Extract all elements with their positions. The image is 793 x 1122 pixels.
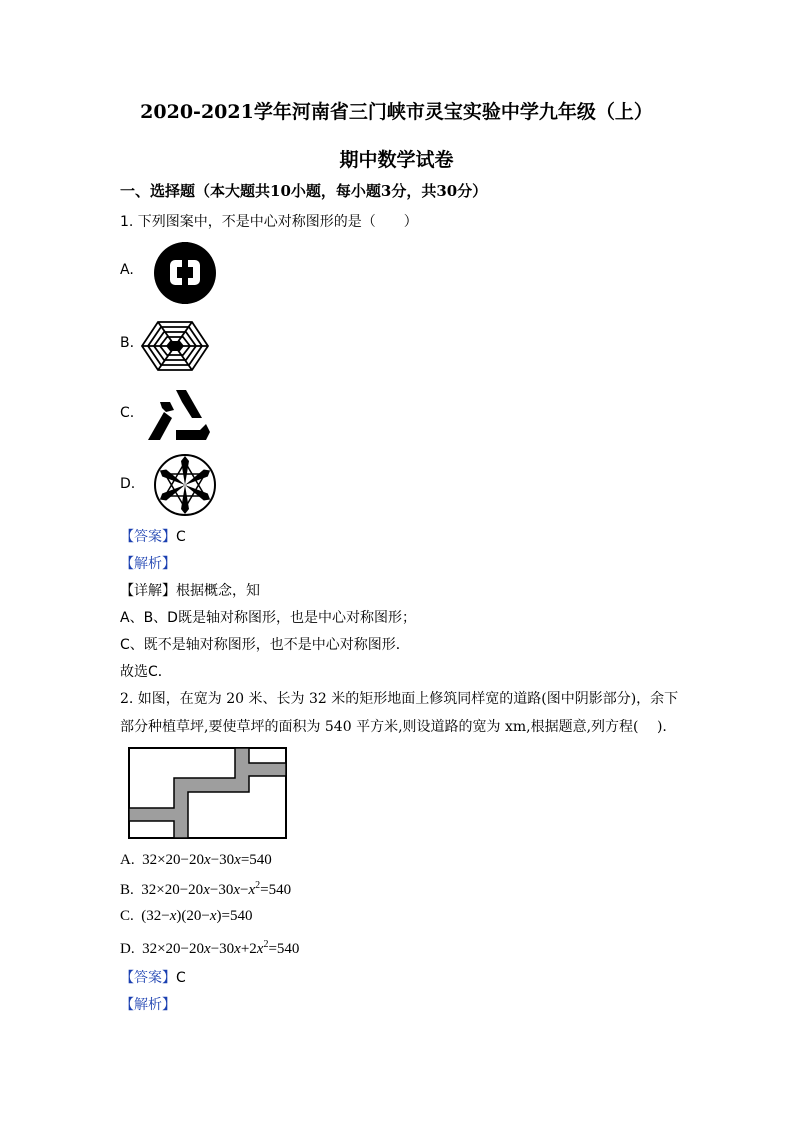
answer-tag: 【答案】 xyxy=(120,529,176,545)
q2-option-b xyxy=(120,880,291,899)
math-part: 32×20−20 xyxy=(141,882,204,898)
math-var: x xyxy=(169,908,177,924)
recycle-triangle-icon xyxy=(146,388,212,444)
page-subtitle: 期中数学试卷 xyxy=(339,149,454,171)
q1-option-b-label: B. xyxy=(120,335,135,351)
math-var: x xyxy=(248,882,256,898)
q1-detail-line-2: C、既不是轴对称图形，也不是中心对称图形． xyxy=(120,637,410,653)
option-label: D. xyxy=(120,941,135,957)
q1-option-a-label: A. xyxy=(120,262,134,278)
q1-detail xyxy=(120,580,260,600)
math-part: (32− xyxy=(141,908,170,924)
math-var: x xyxy=(234,852,241,868)
question-1-stem: 1. 下列图案中，不是中心对称图形的是（ ） xyxy=(120,214,418,230)
math-part: )(20− xyxy=(176,908,210,924)
math-part: − xyxy=(240,882,249,898)
option-label: A. xyxy=(120,852,135,868)
math-part: =540 xyxy=(240,852,272,868)
q2-option-a xyxy=(120,852,272,869)
math-part: −30 xyxy=(210,852,235,868)
math-var: x xyxy=(209,908,217,924)
detail-tag: 【详解】 xyxy=(120,583,176,599)
math-var: x xyxy=(234,941,241,957)
math-part: −30 xyxy=(210,941,235,957)
option-label: B. xyxy=(120,882,134,898)
q1-detail-line-1: A、B、D既是轴对称图形，也是中心对称图形； xyxy=(120,610,416,626)
question-2-stem-line-1: 2. 如图，在宽为 20 米、长为 32 米的矩形地面上修筑同样宽的道路(图中阴影部分)，余下 xyxy=(120,691,679,707)
page-title: 2020-2021学年河南省三门峡市灵宝实验中学九年级（上） xyxy=(140,101,653,123)
math-part: 32×20−20 xyxy=(142,941,205,957)
math-var: x xyxy=(204,852,211,868)
q1-option-c-label: C. xyxy=(120,405,135,421)
hexagon-web-icon xyxy=(140,318,210,374)
math-var: x xyxy=(204,941,211,957)
section-heading: 一、选择题（本大题共10小题，每小题3分，共30分） xyxy=(120,182,488,200)
q2-analysis-tag: 【解析】 xyxy=(120,997,176,1013)
six-petal-star-circle-icon xyxy=(141,452,229,518)
q2-answer xyxy=(120,967,186,987)
q1-analysis-tag: 【解析】 xyxy=(120,556,176,572)
answer-value: C xyxy=(176,970,186,986)
q1-conclusion: 故选C． xyxy=(120,664,172,680)
road-diagram xyxy=(128,747,288,841)
math-part: 32×20−20 xyxy=(142,852,205,868)
math-var: x xyxy=(256,941,264,957)
math-exponent: 2 xyxy=(255,880,261,891)
option-label: C. xyxy=(120,908,134,924)
question-2-stem-line-2: 部分种植草坪,要使草坪的面积为 540 平方米,则设道路的宽为 xm,根据题意,列方程( ). xyxy=(120,719,667,735)
math-var: x xyxy=(233,882,240,898)
answer-value: C xyxy=(176,529,186,545)
bank-of-china-logo-icon xyxy=(148,240,222,306)
math-part: )=540 xyxy=(216,908,253,924)
q1-option-d-label: D. xyxy=(120,476,136,492)
math-var: x xyxy=(203,882,210,898)
q1-answer xyxy=(120,526,186,546)
q2-option-c xyxy=(120,908,253,925)
detail-text: 根据概念，知 xyxy=(176,583,260,599)
answer-tag: 【答案】 xyxy=(120,970,176,986)
math-part: =540 xyxy=(260,882,292,898)
math-exponent: 2 xyxy=(263,939,269,950)
math-part: =540 xyxy=(268,941,300,957)
math-part: +2 xyxy=(240,941,257,957)
q2-option-d xyxy=(120,939,299,958)
math-part: −30 xyxy=(209,882,234,898)
